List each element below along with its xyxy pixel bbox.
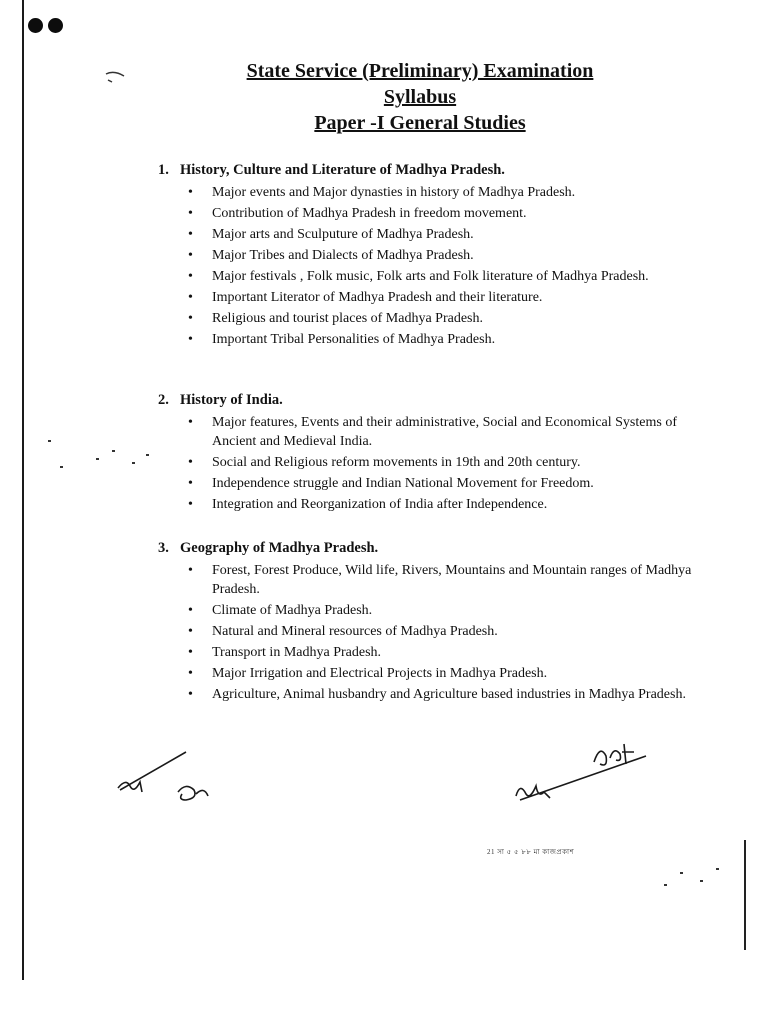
stamp-footnote: 21 সা ৫ ৫ ৮৮ মা কাজপ্রকাশ	[487, 848, 575, 856]
scan-speck	[132, 462, 135, 464]
section-number: 1.	[158, 162, 169, 178]
list-item: • Religious and tourist places of Madhya Pradesh.	[188, 311, 484, 326]
list-item: • Natural and Mineral resources of Madhya Pradesh.	[188, 624, 498, 639]
scan-speck	[680, 872, 683, 874]
signature-right	[510, 738, 660, 808]
section-items	[158, 183, 718, 349]
bullet-icon: •	[188, 290, 193, 305]
section-heading	[158, 538, 718, 558]
scan-speck	[112, 450, 115, 452]
list-item: • Transport in Madhya Pradesh.	[188, 645, 382, 660]
list-item: • Major arts and Sculputure of Madhya Pradesh.	[188, 227, 474, 242]
syllabus-title: Syllabus	[383, 86, 457, 108]
list-item: • Social and Religious reform movements in 19th and 20th century.	[188, 455, 581, 470]
bullet-icon: •	[188, 311, 193, 326]
bullet-icon: •	[188, 332, 193, 347]
list-item: • Important Literator of Madhya Pradesh and their literature.	[188, 290, 543, 305]
scan-margin-line	[22, 0, 24, 980]
bullet-icon: •	[188, 645, 193, 660]
scan-speck	[664, 884, 667, 886]
bullet-icon: •	[188, 666, 193, 681]
scan-edge-line	[744, 840, 746, 950]
scan-speck	[96, 458, 99, 460]
section-items	[158, 561, 718, 704]
section-number: 3.	[158, 540, 169, 556]
scan-speck	[146, 454, 149, 456]
list-item: • Major festivals , Folk music, Folk arts and Folk literature of Madhya Pradesh.	[188, 269, 649, 284]
paper-title: Paper -I General Studies	[314, 112, 526, 134]
scan-speck	[60, 466, 63, 468]
punch-hole-left	[28, 18, 43, 33]
bullet-icon: •	[188, 687, 193, 702]
scan-speck	[48, 440, 51, 442]
bullet-icon: •	[188, 185, 193, 200]
section-number: 2.	[158, 392, 169, 408]
bullet-icon: •	[188, 603, 193, 618]
bullet-icon: •	[188, 415, 193, 430]
section-heading	[158, 160, 718, 180]
list-item: • Major Irrigation and Electrical Projects in Madhya Pradesh.	[188, 666, 548, 681]
section-geography-mp	[158, 538, 718, 706]
scan-speck	[716, 868, 719, 870]
list-item: • Important Tribal Personalities of Madhya Pradesh.	[188, 332, 496, 347]
list-item: • Independence struggle and Indian National Movement for Freedom.	[188, 476, 594, 491]
bullet-icon: •	[188, 455, 193, 470]
list-item: • Major events and Major dynasties in history of Madhya Pradesh.	[188, 185, 576, 200]
section-title: Geography of Madhya Pradesh.	[180, 540, 379, 556]
section-items	[158, 413, 718, 514]
bullet-icon: •	[188, 248, 193, 263]
section-heading	[158, 390, 718, 410]
list-item: • Agriculture, Animal husbandry and Agriculture based industries in Madhya Pradesh.	[188, 687, 686, 702]
section-title: History of India.	[180, 392, 283, 408]
list-item: • Integration and Reorganization of India after Independence.	[188, 497, 548, 512]
list-item: • Climate of Madhya Pradesh.	[188, 603, 373, 618]
punch-hole-right	[48, 18, 63, 33]
bullet-icon: •	[188, 624, 193, 639]
document-title-block	[120, 58, 720, 136]
section-title: History, Culture and Literature of Madhya Pradesh.	[180, 162, 505, 178]
bullet-icon: •	[188, 227, 193, 242]
bullet-icon: •	[188, 269, 193, 284]
list-item: • Contribution of Madhya Pradesh in freedom movement.	[188, 206, 527, 221]
list-item: • Major Tribes and Dialects of Madhya Pradesh.	[188, 248, 474, 263]
bullet-icon: •	[188, 206, 193, 221]
list-item: • Forest, Forest Produce, Wild life, Rivers, Mountains and Mountain ranges of Madhya Pradesh.	[188, 563, 692, 597]
bullet-icon: •	[188, 497, 193, 512]
bullet-icon: •	[188, 476, 193, 491]
signature-left	[112, 748, 222, 808]
list-item: • Major features, Events and their administrative, Social and Economical Systems of Ancient and Medieval India.	[188, 415, 677, 449]
exam-title: State Service (Preliminary) Examination	[246, 60, 594, 82]
bullet-icon: •	[188, 563, 193, 578]
scan-speck	[700, 880, 703, 882]
section-history-india	[158, 390, 718, 516]
section-history-culture-mp	[158, 160, 718, 351]
